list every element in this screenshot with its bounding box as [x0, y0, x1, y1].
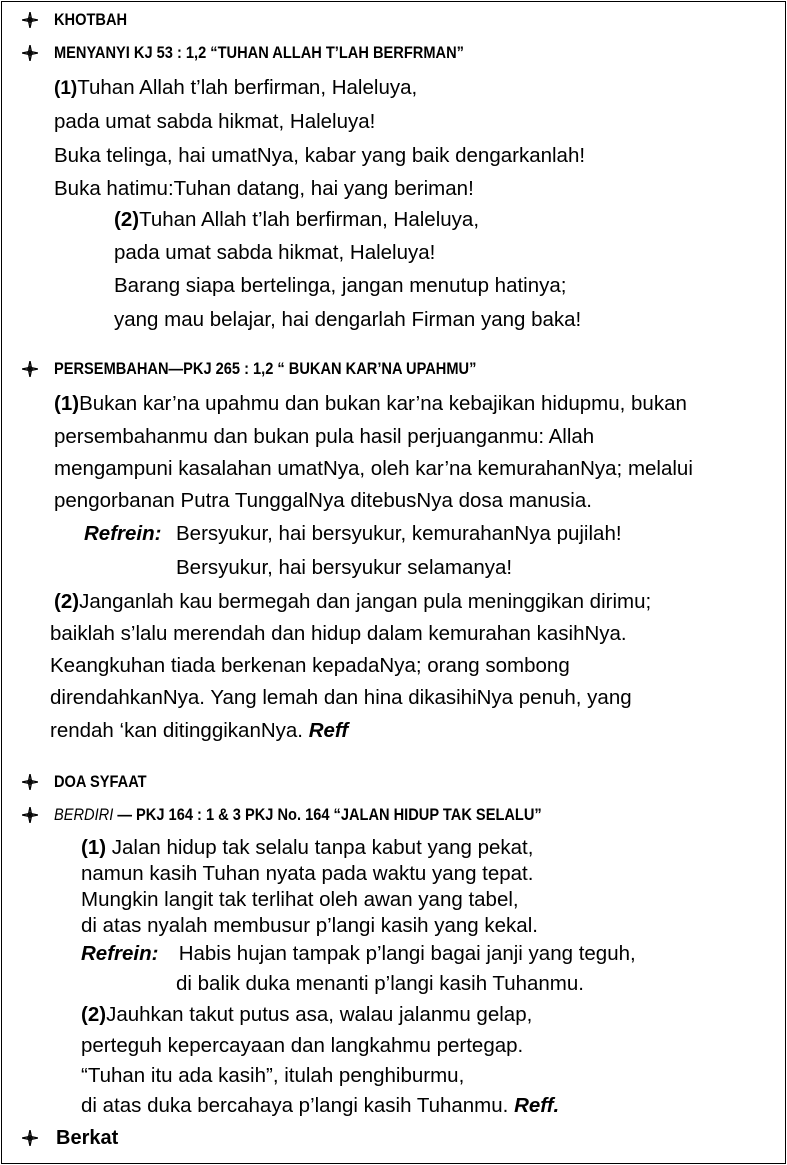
persembahan-verse2-line4: direndahkanNya. Yang lemah dan hina dikasihiNya penuh, yang: [50, 686, 632, 709]
refrain-label: Refrein:: [84, 522, 162, 545]
berdiri-verse1-line1: (1) Jalan hidup tak selalu tanpa kabut yang pekat,: [81, 836, 534, 859]
menyanyi-heading: MENYANYI KJ 53 : 1,2 “TUHAN ALLAH T’LAH BERFRMAN”: [54, 43, 464, 62]
menyanyi-verse1-line2: pada umat sabda hikmat, Haleluya!: [54, 110, 376, 133]
persembahan-verse2-line3: Keangkuhan tiada berkenan kepadaNya; orang sombong: [50, 654, 570, 677]
menyanyi-verse2-line3: Barang siapa bertelinga, jangan menutup hatinya;: [114, 274, 567, 297]
berdiri-verse1-line3: Mungkin langit tak terlihat oleh awan yang tabel,: [81, 888, 519, 911]
persembahan-verse2-line1: (2)Janganlah kau bermegah dan jangan pula meninggikan dirimu;: [54, 590, 652, 613]
berdiri-verse2-line2: perteguh kepercayaan dan langkahmu pertegap.: [81, 1034, 524, 1057]
reff-label: Reff: [308, 719, 349, 742]
diamond-bullet-icon: [22, 361, 38, 377]
persembahan-heading: PERSEMBAHAN—PKJ 265 : 1,2 “ BUKAN KAR’NA UPAHMU”: [54, 359, 477, 378]
persembahan-verse2-line2: baiklah s’lalu merendah dan hidup dalam kemurahan kasihNya.: [50, 622, 627, 645]
berdiri-verse2-line1: (2)Jauhkan takut putus asa, walau jalanmu gelap,: [81, 1003, 533, 1026]
berdiri-verse1-line4: di atas nyalah membusur p’langi kasih yang kekal.: [81, 914, 538, 937]
verse-number: (2): [81, 1003, 107, 1026]
persembahan-verse1-line2: persembahanmu dan bukan pula hasil perjuanganmu: Allah: [54, 425, 595, 448]
persembahan-refrain-line1: Refrein: Bersyukur, hai bersyukur, kemurahanNya pujilah!: [84, 522, 622, 545]
verse-number: (2): [114, 208, 140, 231]
menyanyi-verse2-line1: (2)Tuhan Allah t’lah berfirman, Haleluya,: [114, 208, 480, 231]
reff-label: Reff.: [514, 1094, 560, 1117]
persembahan-verse2-line5: rendah ‘kan ditinggikanNya. Reff: [50, 719, 349, 742]
diamond-bullet-icon: [22, 45, 38, 61]
berdiri-verse2-line3: “Tuhan itu ada kasih”, itulah penghiburmu,: [81, 1064, 465, 1087]
menyanyi-verse1-line1: (1)Tuhan Allah t’lah berfirman, Haleluya,: [54, 76, 418, 99]
persembahan-verse1-line4: pengorbanan Putra TunggalNya ditebusNya dosa manusia.: [54, 489, 592, 512]
diamond-bullet-icon: [22, 12, 38, 28]
verse-number: (2): [54, 590, 80, 613]
verse-number: (1): [54, 392, 80, 415]
menyanyi-verse1-line4: Buka hatimu:Tuhan datang, hai yang beriman!: [54, 177, 474, 200]
doa-syfaat-heading: DOA SYFAAT: [54, 772, 147, 791]
berdiri-verse1-line2: namun kasih Tuhan nyata pada waktu yang tepat.: [81, 862, 534, 885]
persembahan-verse1-line3: mengampuni kasalahan umatNya, oleh kar’na kemurahanNya; melalui: [54, 457, 693, 480]
berdiri-refrain-line1: Refrein: Habis hujan tampak p’langi bagai janji yang teguh,: [81, 942, 636, 965]
menyanyi-verse2-line4: yang mau belajar, hai dengarlah Firman yang baka!: [114, 308, 582, 331]
diamond-bullet-icon: [22, 1130, 38, 1146]
berdiri-verse2-line4: di atas duka bercahaya p’langi kasih Tuhanmu. Reff.: [81, 1094, 560, 1117]
menyanyi-verse2-line2: pada umat sabda hikmat, Haleluya!: [114, 241, 436, 264]
berdiri-label: BERDIRI: [54, 805, 114, 824]
verse-number: (1): [54, 78, 78, 99]
berdiri-refrain-line2: di balik duka menanti p’langi kasih Tuhanmu.: [176, 972, 584, 995]
diamond-bullet-icon: [22, 807, 38, 823]
persembahan-refrain-line2: Bersyukur, hai bersyukur selamanya!: [176, 556, 513, 579]
berdiri-heading: BERDIRI — PKJ 164 : 1 & 3 PKJ No. 164 “JALAN HIDUP TAK SELALU”: [54, 805, 542, 824]
khotbah-heading: KHOTBAH: [54, 10, 128, 29]
refrain-label: Refrein:: [81, 942, 159, 965]
verse-number: (1): [81, 836, 107, 859]
diamond-bullet-icon: [22, 774, 38, 790]
persembahan-verse1-line1: (1)Bukan kar’na upahmu dan bukan kar’na kebajikan hidupmu, bukan: [54, 392, 687, 415]
menyanyi-verse1-line3: Buka telinga, hai umatNya, kabar yang baik dengarkanlah!: [54, 144, 586, 167]
berkat-heading: Berkat: [56, 1127, 119, 1149]
